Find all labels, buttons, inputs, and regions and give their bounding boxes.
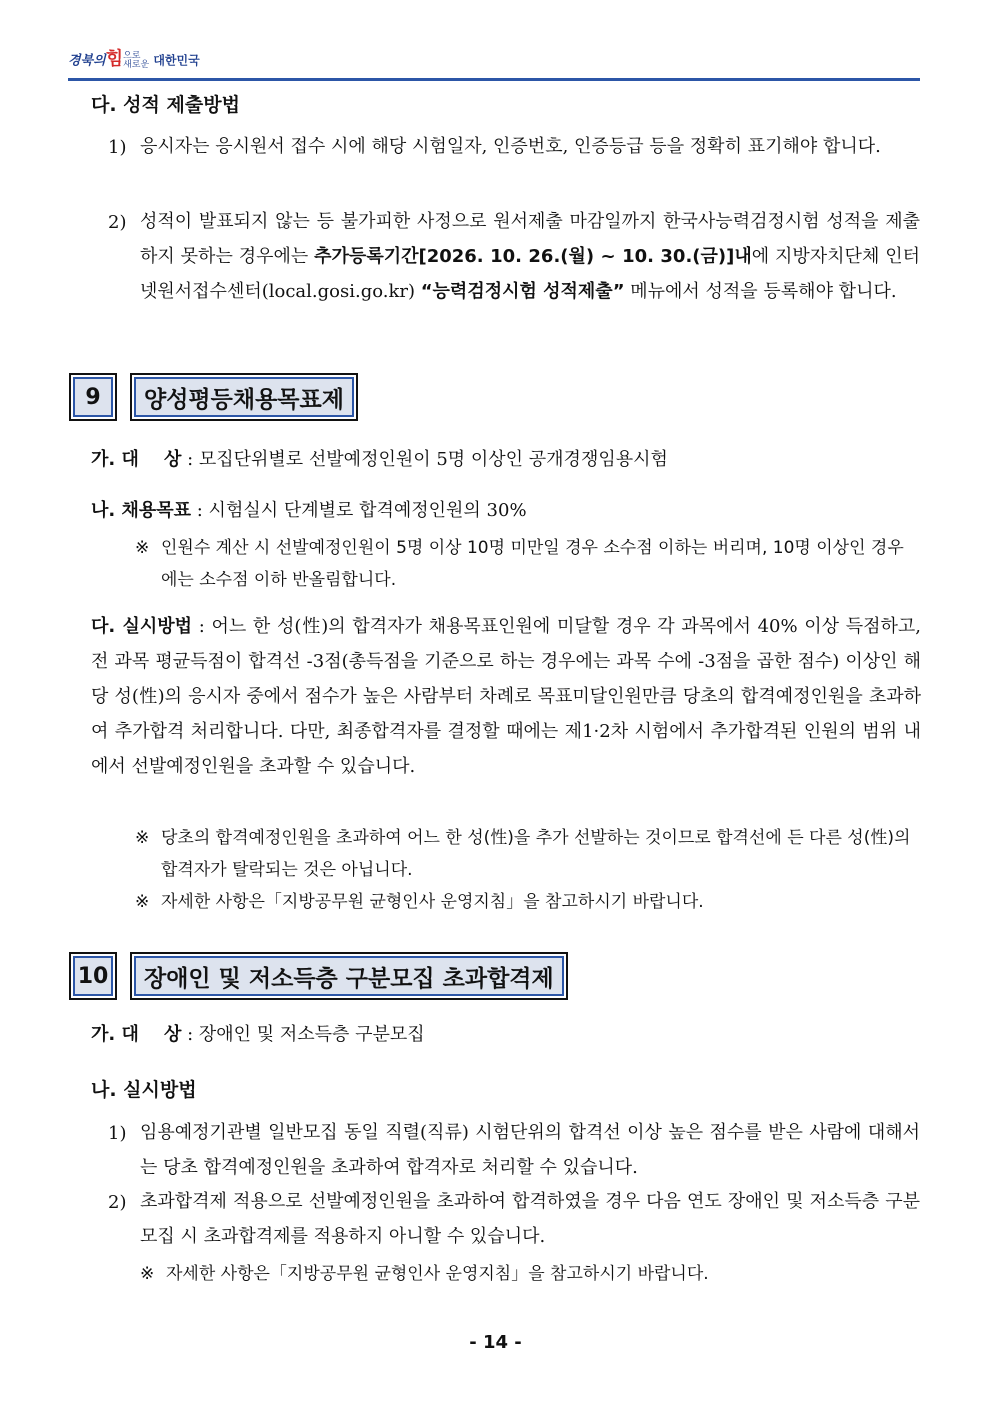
paragraph-method: 다. 실시방법 : 어느 한 성(性)의 합격자가 채용목표인원에 미달할 경우 각 과목에서 40% 이상 득점하고, 전 과목 평균득점이 합격선 -3점(총득점을 기준으로 하는 경우에는 과목 수에 -3점을 곱한 점수) 이상인 해당 성(性)의 응시자 중에서 점수가 높은 사람부터 차례로 목표미달인원만큼 당초의 합격예정인원을 초과하여 추가합격 처리합니다. 다만, 최종합격자를 결정할 때에는 제1·2차 시험에서 추가합격된 인원의 범위 내에서 선발예정인원을 초과할 수 있습니다. [91, 616, 922, 777]
paragraph-method-item1: 임용예정기관별 일반모집 동일 직렬(직류) 시험단위의 합격선 이상 높은 점수를 받은 사람에 대해서는 당초 합격예정인원을 초과하여 합격자로 처리할 수 있습니다. [140, 1122, 920, 1178]
item-number: 2) [108, 212, 127, 233]
section-number-box: 9 [69, 373, 117, 421]
note-rounding: ※ 인원수 계산 시 선발예정인원이 5명 이상 10명 미만일 경우 소수점 이하는 버리며, 10명 이상인 경우에는 소수점 이하 반올림합니다. [135, 538, 904, 590]
item-number: 1) [108, 137, 127, 158]
page-number: - 14 - [469, 1332, 522, 1353]
header-divider [68, 78, 920, 81]
menu-name: “능력검정시험 성적제출” [420, 281, 625, 302]
section-title-excess-pass: 장애인 및 저소득층 구분모집 초과합격제 [130, 952, 568, 1000]
paragraph-score-item2: 성적이 발표되지 않는 등 불가피한 사정으로 원서제출 마감일까지 한국사능력검정시험 성적을 제출하지 못하는 경우에는 추가등록기간[2026. 10. 26.(월) ~ 10. 30.(금)]내에 지방자치단체 인터넷원서접수센터(local.gosi.go.kr) “능력검정시험 성적제출” 메뉴에서 성적을 등록해야 합니다. [140, 211, 921, 302]
paragraph-target: 가. 대 상 : 장애인 및 저소득층 구분모집 [91, 1024, 425, 1045]
paragraph-method-item2: 초과합격제 적용으로 선발예정인원을 초과하여 합격하였을 경우 다음 연도 장애인 및 저소득층 구분모집 시 초과합격제를 적용하지 아니할 수 있습니다. [140, 1191, 920, 1247]
paragraph-score-item1: 응시자는 응시원서 접수 시에 해당 시험일자, 인증번호, 인증등급 등을 정확히 표기해야 합니다. [140, 136, 881, 157]
heading-score-submission: 다. 성적 제출방법 [91, 94, 240, 116]
note-guideline: ※ 자세한 사항은「지방공무원 균형인사 운영지침」을 참고하시기 바랍니다. [135, 892, 704, 912]
note-guideline: ※ 자세한 사항은「지방공무원 균형인사 운영지침」을 참고하시기 바랍니다. [140, 1264, 709, 1284]
item-number: 2) [108, 1192, 127, 1213]
section-number-box: 10 [69, 952, 117, 1000]
section-title-gender-equality: 양성평등채용목표제 [130, 373, 358, 421]
note-no-elimination: ※ 당초의 합격예정인원을 초과하여 어느 한 성(性)을 추가 선발하는 것이므로 합격선에 든 다른 성(性)의 합격자가 탈락되는 것은 아닙니다. [135, 828, 911, 880]
page-header [68, 50, 920, 82]
additional-registration-period: 추가등록기간[2026. 10. 26.(월) ~ 10. 30.(금)]내 [314, 246, 752, 267]
paragraph-target: 가. 대 상 : 모집단위별로 선발예정인원이 5명 이상인 공개경쟁임용시험 [91, 449, 668, 470]
slogan-logo: 경북의힘으로 새로운 대한민국 [68, 48, 200, 70]
heading-method: 나. 실시방법 [91, 1079, 197, 1101]
item-number: 1) [108, 1123, 127, 1144]
paragraph-employment-goal: 나. 채용목표 : 시험실시 단계별로 합격예정인원의 30% [91, 500, 527, 521]
